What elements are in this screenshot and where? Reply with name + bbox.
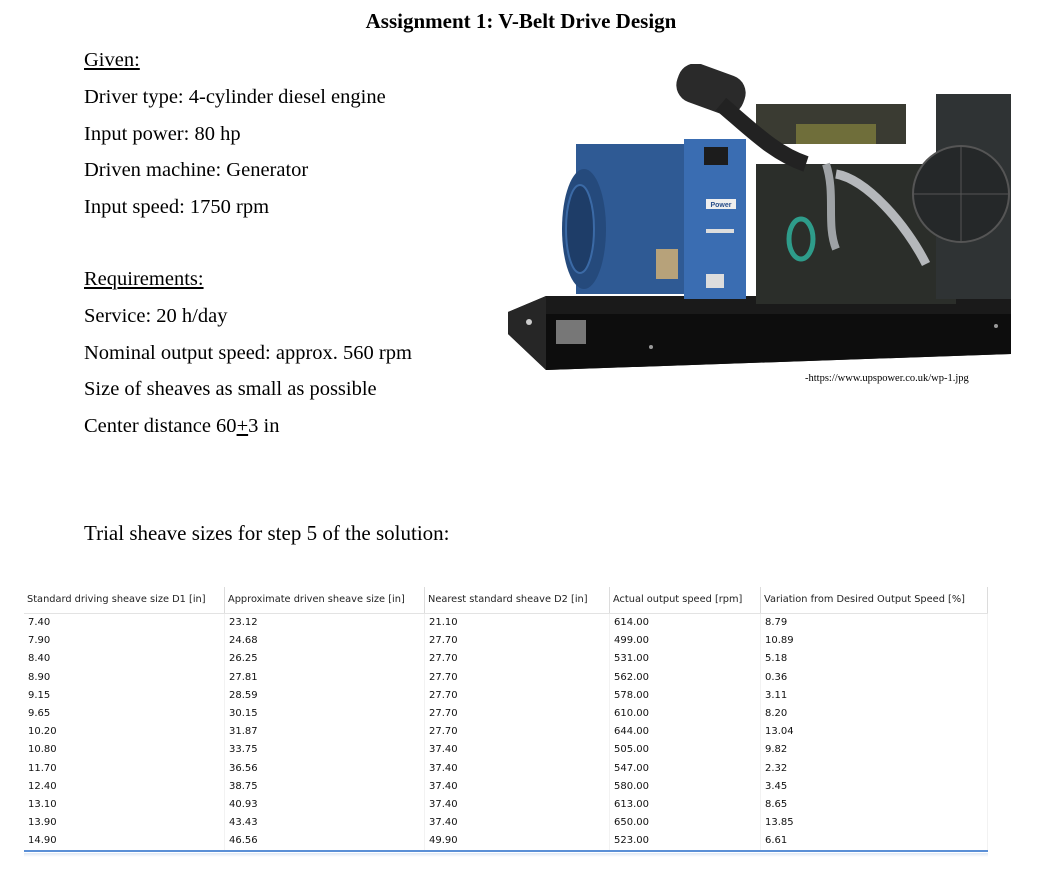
table-row[interactable] bbox=[24, 632, 988, 650]
table-cell: 610.00 bbox=[610, 705, 761, 723]
table-cell: 36.56 bbox=[225, 760, 425, 778]
center-distance-prefix: Center distance 60 bbox=[84, 415, 237, 438]
table-row[interactable] bbox=[24, 796, 988, 814]
given-heading: Given: bbox=[84, 49, 140, 71]
table-cell: 531.00 bbox=[610, 650, 761, 668]
table-cell: 28.59 bbox=[225, 687, 425, 705]
table-cell: 26.25 bbox=[225, 650, 425, 668]
requirement-service: Service: 20 h/day bbox=[84, 304, 228, 327]
column-header[interactable]: Variation from Desired Output Speed [%] bbox=[761, 587, 988, 613]
table-cell: 5.18 bbox=[761, 650, 988, 668]
given-input-power: Input power: 80 hp bbox=[84, 122, 241, 145]
table-row[interactable] bbox=[24, 705, 988, 723]
table-cell: 43.43 bbox=[225, 814, 425, 832]
requirement-output-speed: Nominal output speed: approx. 560 rpm bbox=[84, 341, 412, 364]
table-cell: 24.68 bbox=[225, 632, 425, 650]
table-cell: 38.75 bbox=[225, 778, 425, 796]
table-cell: 7.90 bbox=[24, 632, 225, 650]
table-cell: 10.89 bbox=[761, 632, 988, 650]
center-distance-suffix: 3 in bbox=[248, 415, 280, 438]
table-cell: 27.70 bbox=[425, 650, 610, 668]
table-cell: 13.90 bbox=[24, 814, 225, 832]
table-cell: 37.40 bbox=[425, 814, 610, 832]
brand-label: Power bbox=[710, 202, 732, 209]
table-cell: 2.32 bbox=[761, 760, 988, 778]
table-row[interactable] bbox=[24, 741, 988, 759]
table-cell: 6.61 bbox=[761, 832, 988, 850]
table-cell: 8.40 bbox=[24, 650, 225, 668]
table-cell: 27.70 bbox=[425, 687, 610, 705]
table-cell: 8.90 bbox=[24, 669, 225, 687]
table-cell: 578.00 bbox=[610, 687, 761, 705]
page-title: Assignment 1: V-Belt Drive Design bbox=[365, 9, 677, 33]
table-row[interactable] bbox=[24, 778, 988, 796]
table-header bbox=[24, 587, 988, 614]
requirements-section bbox=[84, 261, 412, 445]
table-cell: 37.40 bbox=[425, 796, 610, 814]
table-cell: 27.70 bbox=[425, 723, 610, 741]
table-cell: 46.56 bbox=[225, 832, 425, 850]
table-cell: 27.70 bbox=[425, 705, 610, 723]
table-cell: 37.40 bbox=[425, 760, 610, 778]
table-row[interactable] bbox=[24, 814, 988, 832]
plus-minus-sign: + bbox=[236, 415, 249, 438]
table-cell: 31.87 bbox=[225, 723, 425, 741]
table-cell: 13.85 bbox=[761, 814, 988, 832]
table-cell: 562.00 bbox=[610, 669, 761, 687]
image-caption: -https://www.upspower.co.uk/wp-1.jpg bbox=[805, 373, 969, 384]
table-cell: 13.04 bbox=[761, 723, 988, 741]
table-cell: 580.00 bbox=[610, 778, 761, 796]
table-row[interactable] bbox=[24, 723, 988, 741]
table-cell: 613.00 bbox=[610, 796, 761, 814]
table-cell: 505.00 bbox=[610, 741, 761, 759]
column-header[interactable]: Actual output speed [rpm] bbox=[610, 587, 761, 613]
table-cell: 10.80 bbox=[24, 741, 225, 759]
table-cell: 523.00 bbox=[610, 832, 761, 850]
given-section bbox=[84, 42, 386, 226]
table-cell: 23.12 bbox=[225, 614, 425, 632]
table-cell: 40.93 bbox=[225, 796, 425, 814]
table-cell: 11.70 bbox=[24, 760, 225, 778]
table-cell: 9.15 bbox=[24, 687, 225, 705]
table-cell: 12.40 bbox=[24, 778, 225, 796]
table-cell: 3.45 bbox=[761, 778, 988, 796]
table-cell: 21.10 bbox=[425, 614, 610, 632]
table-cell: 14.90 bbox=[24, 832, 225, 850]
requirements-heading: Requirements: bbox=[84, 268, 204, 290]
table-cell: 33.75 bbox=[225, 741, 425, 759]
table-cell: 49.90 bbox=[425, 832, 610, 850]
table-cell: 27.70 bbox=[425, 669, 610, 687]
table-cell: 37.40 bbox=[425, 778, 610, 796]
table-cell: 8.20 bbox=[761, 705, 988, 723]
trial-sheave-heading: Trial sheave sizes for step 5 of the solution: bbox=[84, 521, 450, 545]
table-cell: 547.00 bbox=[610, 760, 761, 778]
table-cell: 3.11 bbox=[761, 687, 988, 705]
given-driver-type: Driver type: 4-cylinder diesel engine bbox=[84, 85, 386, 108]
table-bottom-edge bbox=[24, 853, 988, 857]
given-input-speed: Input speed: 1750 rpm bbox=[84, 196, 270, 219]
table-cell: 13.10 bbox=[24, 796, 225, 814]
table-cell: 9.82 bbox=[761, 741, 988, 759]
table-cell: 650.00 bbox=[610, 814, 761, 832]
table-cell: 10.20 bbox=[24, 723, 225, 741]
table-row[interactable] bbox=[24, 687, 988, 705]
table-cell: 27.70 bbox=[425, 632, 610, 650]
requirement-sheave-size: Size of sheaves as small as possible bbox=[84, 378, 377, 401]
requirement-center-distance bbox=[84, 408, 412, 445]
table-row-selected[interactable] bbox=[24, 832, 988, 852]
table-cell: 8.79 bbox=[761, 614, 988, 632]
generator-photo bbox=[506, 64, 1016, 370]
table-cell: 7.40 bbox=[24, 614, 225, 632]
column-header[interactable]: Standard driving sheave size D1 [in] bbox=[24, 587, 225, 613]
trial-sheave-table bbox=[24, 587, 988, 852]
table-cell: 614.00 bbox=[610, 614, 761, 632]
table-cell: 30.15 bbox=[225, 705, 425, 723]
table-cell: 8.65 bbox=[761, 796, 988, 814]
table-row[interactable] bbox=[24, 650, 988, 668]
table-cell: 644.00 bbox=[610, 723, 761, 741]
column-header[interactable]: Approximate driven sheave size [in] bbox=[225, 587, 425, 613]
column-header[interactable]: Nearest standard sheave D2 [in] bbox=[425, 587, 610, 613]
table-row[interactable] bbox=[24, 760, 988, 778]
given-driven-machine: Driven machine: Generator bbox=[84, 159, 309, 182]
table-cell: 0.36 bbox=[761, 669, 988, 687]
table-cell: 27.81 bbox=[225, 669, 425, 687]
table-cell: 37.40 bbox=[425, 741, 610, 759]
table-row[interactable] bbox=[24, 614, 988, 632]
table-row[interactable] bbox=[24, 669, 988, 687]
table-cell: 499.00 bbox=[610, 632, 761, 650]
table-cell: 9.65 bbox=[24, 705, 225, 723]
